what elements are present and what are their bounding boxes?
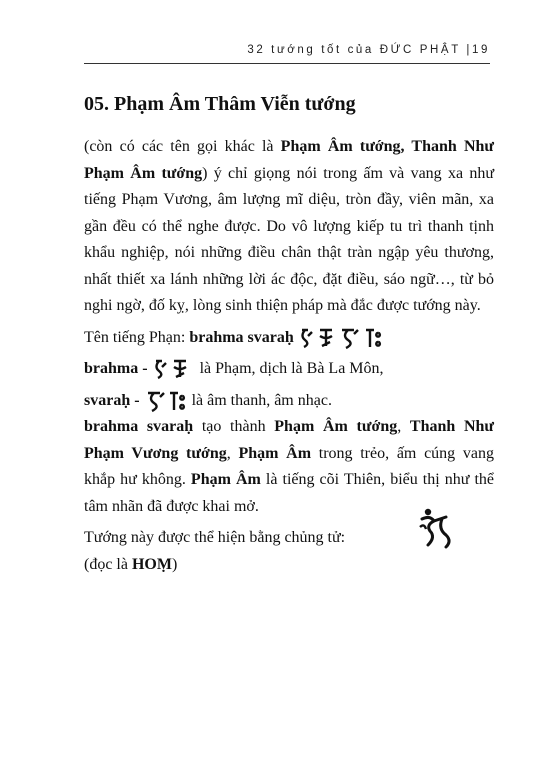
brahma-meaning: là Phạm, dịch là Bà La Môn, (199, 360, 384, 377)
bold-term: Thanh Như Phạm Vương tướng (84, 418, 495, 462)
siddham-hom-seed-syllable-icon (416, 507, 456, 561)
bold-term: Phạm Âm tướng, Thanh Như Phạm Âm tướng (84, 138, 494, 182)
text-run: , (226, 444, 239, 462)
svarah-line (84, 388, 494, 415)
text-run: ) ý chỉ giọng nói trong ấm và vang xa như tiếng Phạm Vương, âm lượng mĩ diệu, tròn đầy, viên mãn, xa gần đều có thể nghe được. Do vô lượng kiếp tu trì thanh tịnh khẩu nghiệp, nói những điều chân thật tràn ngập yêu thương, nhất thiết xa lánh những lời ác độc, đặt điều, sáo ngữ…, từ bỏ nghi ngờ, đố kỵ, lòng sinh thiện pháp mà đắc được tướng này. (84, 164, 495, 314)
siddham-svarah-script (144, 389, 188, 413)
svarah-term: svaraḥ - (84, 391, 140, 409)
running-header (60, 44, 490, 56)
seed-reading: HOṂ (131, 555, 172, 573)
text-run: (còn có các tên gọi khác là (84, 138, 281, 155)
bold-term: Phạm Âm tướng (274, 418, 398, 435)
text-run: , (397, 418, 410, 435)
sanskrit-term: brahma svaraḥ (189, 328, 294, 346)
text-run: là tiếng cõi Thiên, biểu thị như thể tâm nhãn đã được khai mở. (84, 471, 494, 515)
intro-paragraph (84, 134, 494, 320)
svarah-meaning: là âm thanh, âm nhạc. (191, 391, 332, 409)
header-rule (84, 63, 490, 64)
section-title: 05. Phạm Âm Thâm Viễn tướng (84, 93, 356, 115)
text-run: ) (171, 555, 178, 573)
sanskrit-name-line (84, 325, 494, 352)
text-run: (đọc là (84, 555, 132, 573)
bold-term: Phạm Âm (238, 444, 312, 462)
running-title: 32 tướng tốt của ĐỨC PHẬT (247, 44, 461, 56)
sanskrit-label: Tên tiếng Phạn: (84, 328, 190, 346)
text-run: tạo thành (193, 418, 275, 435)
bold-term: Phạm Âm (190, 471, 261, 488)
brahma-line (84, 356, 494, 383)
header-separator: | (466, 44, 472, 56)
siddham-brahma-script (152, 357, 196, 381)
siddham-brahma-svarah-script (298, 326, 390, 350)
brahma-term: brahma - (84, 360, 148, 377)
bold-term: brahma svaraḥ (84, 418, 194, 435)
text-run: trong trẻo, ấm cúng vang khắp hư không. (84, 444, 494, 488)
main-content (84, 134, 494, 578)
explanation-paragraph (84, 414, 494, 520)
page-number: 19 (472, 44, 490, 56)
seed-syllable-line (84, 525, 494, 552)
seed-intro: Tướng này được thể hiện bằng chủng tử: (84, 529, 346, 546)
